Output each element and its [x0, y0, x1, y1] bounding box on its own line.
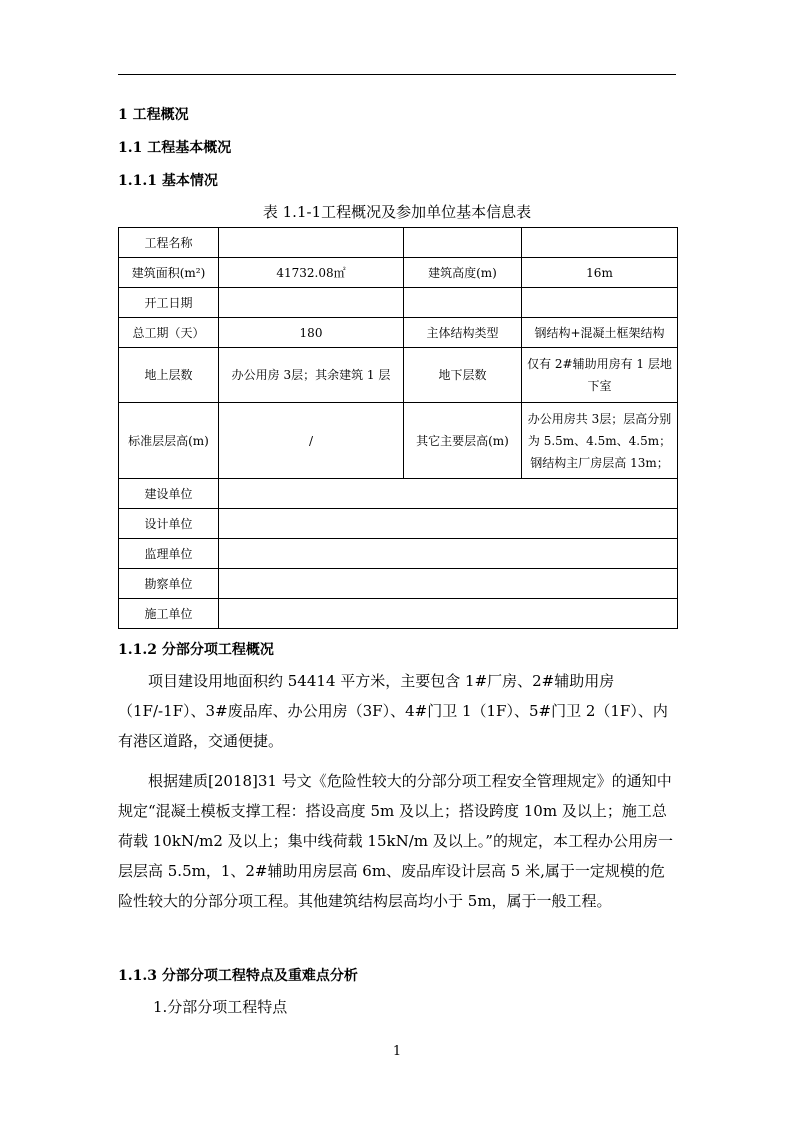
heading-1-1-3: 1.1.3 分部分项工程特点及重难点分析 [118, 968, 358, 984]
table-cell: 监理单位 [119, 539, 219, 569]
table-row [119, 569, 678, 599]
paragraph-regulation: 根据建质[2018]31 号文《危险性较大的分部分项工程安全管理规定》的通知中规定“混凝土模板支撑工程：搭设高度 5m 及以上；搭设跨度 10m 及以上；施工总荷载 10kN/m2 及以上；集中线荷载 15kN/m 及以上。”的规定，本工程办公用房一层层高 5.5m，1、2#辅助用房层高 6m、废品库设计层高 5 米,属于一定规模的危险性较大的分部分项工程。其他建筑结构层高均小于 5m，属于一般工程。 [118, 772, 673, 910]
table-cell: / [219, 403, 404, 479]
project-info-table [118, 227, 678, 629]
heading-1-1: 1.1 工程基本概况 [118, 140, 232, 156]
table-row [119, 348, 678, 403]
table-row [119, 318, 678, 348]
heading-1: 1 工程概况 [118, 107, 189, 123]
table-cell [219, 569, 678, 599]
table-cell [219, 228, 404, 258]
table-cell [219, 288, 404, 318]
table-row [119, 288, 678, 318]
table-row [119, 509, 678, 539]
heading-1-1-1: 1.1.1 基本情况 [118, 173, 218, 189]
table-caption: 表 1.1-1工程概况及参加单位基本信息表 [262, 203, 532, 221]
heading-1-1-2: 1.1.2 分部分项工程概况 [118, 642, 274, 658]
table-cell: 41732.08㎡ [219, 258, 404, 288]
table-cell: 建筑高度(m) [404, 258, 522, 288]
table-cell [219, 479, 678, 509]
table-cell: 地下层数 [404, 348, 522, 403]
table-cell: 办公用房共 3层；层高分别为 5.5m、4.5m、4.5m；钢结构主厂房层高 13m； [522, 403, 678, 479]
table-row [119, 599, 678, 629]
paragraph-site-overview: 项目建设用地面积约 54414 平方米，主要包含 1#厂房、2#辅助用房（1F/-1F）、3#废品库、办公用房（3F）、4#门卫 1（1F）、5#门卫 2（1F）、内有港区道路，交通便捷。 [118, 672, 668, 750]
table-cell: 工程名称 [119, 228, 219, 258]
list-item: 1.分部分项工程特点 [153, 998, 288, 1016]
table-cell: 16m [522, 258, 678, 288]
table-cell [404, 288, 522, 318]
table-cell: 建筑面积(m²) [119, 258, 219, 288]
table-cell: 180 [219, 318, 404, 348]
table-cell [219, 599, 678, 629]
table-row [119, 258, 678, 288]
table-cell [404, 228, 522, 258]
table-cell: 施工单位 [119, 599, 219, 629]
table-cell [219, 509, 678, 539]
table-cell: 勘察单位 [119, 569, 219, 599]
page-number: 1 [392, 1044, 402, 1059]
table-cell: 标准层层高(m) [119, 403, 219, 479]
table-cell: 设计单位 [119, 509, 219, 539]
table-cell: 开工日期 [119, 288, 219, 318]
table-cell: 主体结构类型 [404, 318, 522, 348]
table-cell: 办公用房 3层；其余建筑 1 层 [219, 348, 404, 403]
table-cell [522, 288, 678, 318]
table-row [119, 479, 678, 509]
table-row [119, 539, 678, 569]
table-cell: 总工期（天） [119, 318, 219, 348]
table-cell: 地上层数 [119, 348, 219, 403]
table-cell [219, 539, 678, 569]
table-cell [522, 228, 678, 258]
table-cell: 其它主要层高(m) [404, 403, 522, 479]
table-cell: 钢结构+混凝土框架结构 [522, 318, 678, 348]
table-row [119, 403, 678, 479]
table-cell: 仅有 2#辅助用房有 1 层地下室 [522, 348, 678, 403]
header-rule [118, 74, 676, 75]
table-cell: 建设单位 [119, 479, 219, 509]
table-row [119, 228, 678, 258]
